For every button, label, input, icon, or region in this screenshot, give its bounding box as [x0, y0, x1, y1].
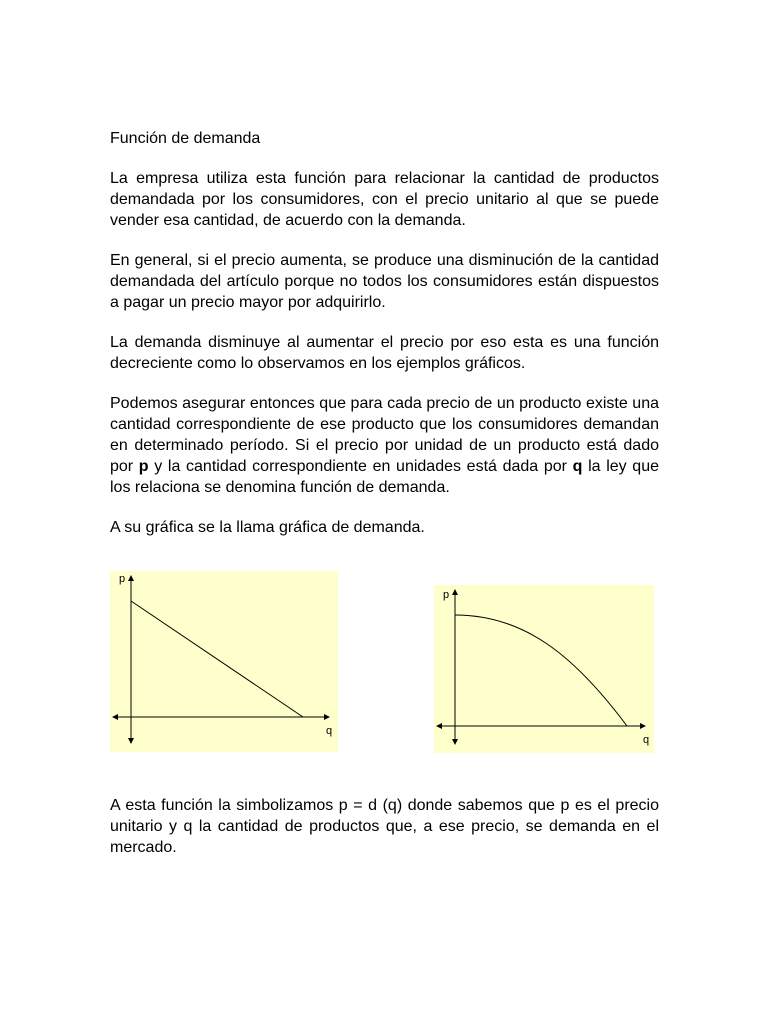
x-axis-arrow-left [112, 714, 118, 720]
x-axis-label: q [643, 734, 650, 746]
x-axis-label: q [326, 725, 333, 737]
paragraph-4 [110, 393, 659, 498]
linear-demand-graph [110, 571, 338, 752]
linear-demand-svg [110, 571, 338, 752]
paragraph-4-part-c: la ley que los relaciona se denomina función de demanda. [110, 458, 660, 496]
paragraph-2: En general, si el precio aumenta, se produce una disminución de la cantidad demandada del artículo porque no todos los consumidores están dispuestos a pagar un precio mayor por adquirirlo. [110, 252, 659, 311]
concave-demand-graph [434, 585, 654, 753]
paragraph-1: La empresa utiliza esta función para relacionar la cantidad de productos demandada por los consumidores, con el precio unitario al que se puede vender esa cantidad, de acuerdo con la demanda. [110, 170, 659, 229]
closing-paragraph: A esta función la simbolizamos p = d (q) donde sabemos que p es el precio unitario y q la cantidad de productos que, a ese precio, se demanda en el mercado. [110, 797, 659, 856]
y-axis-arrow-up [128, 575, 134, 581]
x-axis-arrow-left [436, 723, 442, 729]
x-axis-arrow-right [640, 723, 646, 729]
variable-p: p [138, 458, 149, 475]
concave-demand-svg [434, 585, 654, 753]
y-axis-arrow-up [452, 589, 458, 595]
paragraph-4-part-b: y la cantidad correspondiente en unidades está dada por [148, 458, 573, 475]
paragraph-5: A su gráfica se la llama gráfica de demanda. [110, 519, 425, 536]
y-axis-arrow-down [128, 738, 134, 744]
y-axis-arrow-down [452, 739, 458, 745]
demand-curve [455, 615, 627, 726]
paragraph-3: La demanda disminuye al aumentar el precio por eso esta es una función decreciente como lo observamos en los ejemplos gráficos. [110, 334, 659, 372]
document-title: Función de demanda [110, 130, 261, 147]
paragraph-4-part-a: Podemos asegurar entonces que para cada precio de un producto existe una cantidad correspondiente de ese producto que los consumidores demandan en determinado período. Si el precio por unidad de un producto está dado por [110, 395, 659, 475]
variable-q: q [572, 458, 583, 475]
demand-line [131, 601, 303, 717]
document-body [110, 128, 659, 557]
y-axis-label: p [443, 589, 450, 601]
y-axis-label: p [119, 573, 126, 585]
x-axis-arrow-right [324, 714, 330, 720]
